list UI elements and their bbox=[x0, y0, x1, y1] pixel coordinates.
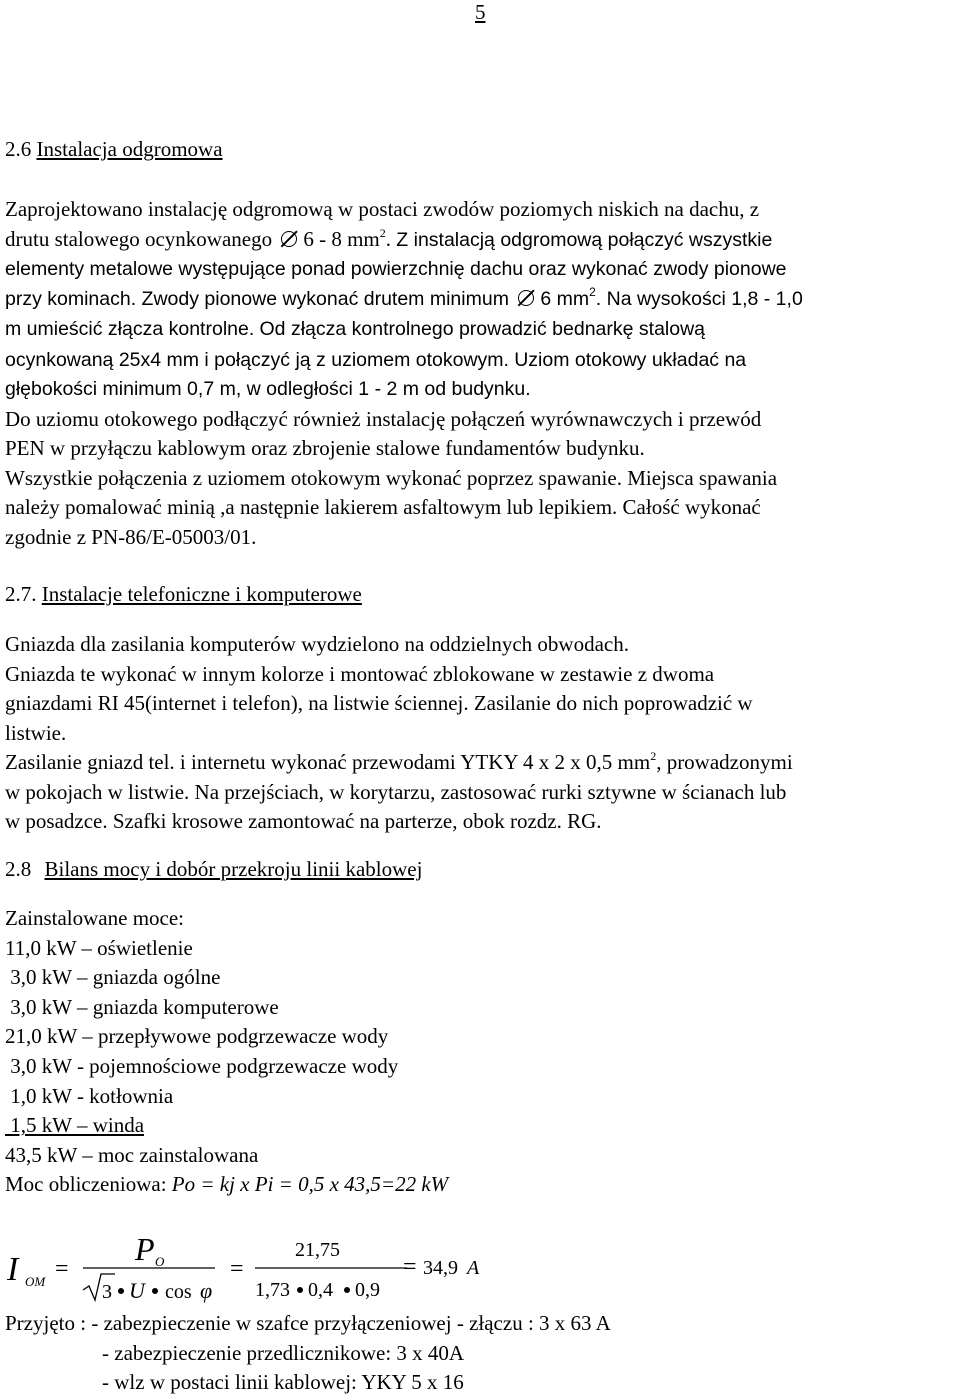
installed-power-list bbox=[5, 904, 448, 1200]
formula-eq2: = bbox=[230, 1256, 244, 1282]
list-item: 21,0 kW – przepływowe podgrzewacze wody bbox=[5, 1024, 389, 1049]
mult-dot bbox=[344, 1287, 350, 1293]
section-number: 2.8 bbox=[5, 857, 32, 881]
mult-dot bbox=[118, 1288, 124, 1294]
text-line: Gniazda te wykonać w innym kolorze i montować zblokowane w zestawie z dwoma bbox=[5, 661, 715, 686]
page-number: 5 bbox=[475, 0, 486, 24]
text-line: gniazdami RI 45(internet i telefon), na listwie ściennej. Zasilanie do nich poprowadzić w bbox=[5, 691, 753, 715]
formula-3: 3 bbox=[102, 1281, 112, 1303]
text-line: PEN w przyłączu kablowym oraz zbrojenie stalowe fundamentów budynku. bbox=[5, 436, 645, 460]
text-line: głębokości minimum 0,7 m, w odległości 1 - 2 m od budynku. bbox=[5, 378, 531, 400]
diameter-icon bbox=[281, 231, 297, 247]
accepted-line: - zabezpieczenie przedlicznikowe: 3 x 40A bbox=[102, 1340, 465, 1365]
accepted-line: - wlz w postaci linii kablowej: YKY 5 x 16 bbox=[102, 1370, 464, 1394]
section-number: 2.7. bbox=[5, 582, 37, 606]
text-line: elementy metalowe występujące ponad powierzchnię dachu oraz wykonać zwody pionowe bbox=[5, 258, 787, 280]
text-line: m umieścić złącza kontrolne. Od złącza kontrolnego prowadzić bednarkę stalową bbox=[5, 318, 706, 340]
formula-result: 34,9 bbox=[423, 1257, 458, 1279]
formula-den2-a: 1,73 bbox=[255, 1279, 290, 1301]
formula-P-sub: O bbox=[155, 1254, 165, 1269]
text-line: zgodnie z PN-86/E-05003/01. bbox=[5, 524, 257, 549]
text-line: listwie. bbox=[5, 720, 67, 745]
formula-I-sub: OM bbox=[25, 1274, 46, 1289]
section-number: 2.6 bbox=[5, 137, 32, 161]
formula-eq3: = bbox=[403, 1254, 417, 1280]
formula-den2-c: 0,9 bbox=[355, 1279, 380, 1301]
text-line: przy kominach. Zwody pionowe wykonać drutem minimum 6 $mm^2$. Na wysokości 1,8 - 1,0 bbox=[5, 284, 803, 310]
text-line: w pokojach w listwie. Na przejściach, w korytarzu, zastosować rurki sztywne w ścianach lub bbox=[5, 779, 787, 804]
section-heading-2-7 bbox=[5, 580, 362, 610]
formula-unit: A bbox=[467, 1257, 480, 1279]
formula-phi: φ bbox=[200, 1278, 213, 1303]
section-title: Bilans mocy i dobór przekroju linii kablowej bbox=[44, 857, 423, 881]
formula-U: U bbox=[129, 1278, 145, 1303]
list-intro: Zainstalowane moce: bbox=[5, 906, 185, 930]
text-line: należy pomalować minią ,a następnie lakierem asfaltowym lub lepikiem. Całość wykonać bbox=[5, 495, 761, 519]
list-item: 11,0 kW – oświetlenie bbox=[5, 935, 193, 960]
section-title: Instalacje telefoniczne i komputerowe bbox=[41, 582, 362, 606]
section-heading-2-6 bbox=[5, 135, 223, 165]
mult-dot bbox=[297, 1287, 303, 1293]
section-title: Instalacja odgromowa bbox=[36, 137, 223, 161]
list-item: 3,0 kW – gniazda komputerowe bbox=[5, 994, 279, 1019]
text-line: Zaprojektowano instalację odgromową w postaci zwodów poziomych niskich na dachu, z bbox=[5, 197, 760, 221]
text-line: Do uziomu otokowego podłączyć również instalację połączeń wyrównawczych i przewód bbox=[5, 406, 762, 431]
formula-cos: cos bbox=[165, 1281, 192, 1303]
list-item: 3,0 kW – gniazda ogólne bbox=[5, 965, 221, 990]
list-item: 1,0 kW - kotłownia bbox=[5, 1083, 174, 1108]
text-line: Wszystkie połączenia z uziomem otokowym wykonać poprzez spawanie. Miejsca spawania bbox=[5, 465, 778, 490]
text-line: Gniazda dla zasilania komputerów wydzielono na oddzielnych obwodach. bbox=[5, 632, 629, 656]
section-2-6-body bbox=[5, 195, 945, 552]
current-formula bbox=[5, 1228, 605, 1308]
section-2-7-body bbox=[5, 630, 945, 837]
formula-den2-b: 0,4 bbox=[308, 1279, 333, 1301]
formula-P: P bbox=[135, 1231, 155, 1267]
diameter-icon bbox=[518, 290, 534, 306]
text-line: w posadzce. Szafki krosowe zamontować na parterze, obok rozdz. RG. bbox=[5, 809, 602, 833]
accepted-block bbox=[5, 1309, 945, 1398]
accepted-line: Przyjęto : - zabezpieczenie w szafce przyłączeniowej - złączu : 3 x 63 A bbox=[5, 1311, 611, 1335]
text-line: ocynkowaną 25x4 mm i połączyć ją z uziomem otokowym. Uziom otokowy układać na bbox=[5, 348, 747, 371]
list-item: 43,5 kW – moc zainstalowana bbox=[5, 1142, 259, 1167]
list-item: 1,5 kW – winda bbox=[5, 1113, 145, 1138]
formula-I: I bbox=[7, 1251, 19, 1288]
formula-num2: 21,75 bbox=[295, 1239, 340, 1261]
text-line: Zasilanie gniazd tel. i internetu wykonać przewodami YTKY 4 x 2 x 0,5 $mm^2$, prowadzonymi bbox=[5, 749, 793, 774]
mult-dot bbox=[152, 1288, 158, 1294]
list-item: 3,0 kW - pojemnościowe podgrzewacze wody bbox=[5, 1053, 399, 1078]
calc-line: Moc obliczeniowa: Po = kj x Pi = 0,5 x 43,5=22 kW bbox=[5, 1172, 449, 1197]
section-heading-2-8 bbox=[5, 855, 422, 885]
formula-eq1: = bbox=[55, 1256, 69, 1282]
text-line: drutu stalowego ocynkowanego 6 - 8 $mm^2$. Z instalacją odgromową połączyć wszystkie bbox=[5, 225, 773, 251]
